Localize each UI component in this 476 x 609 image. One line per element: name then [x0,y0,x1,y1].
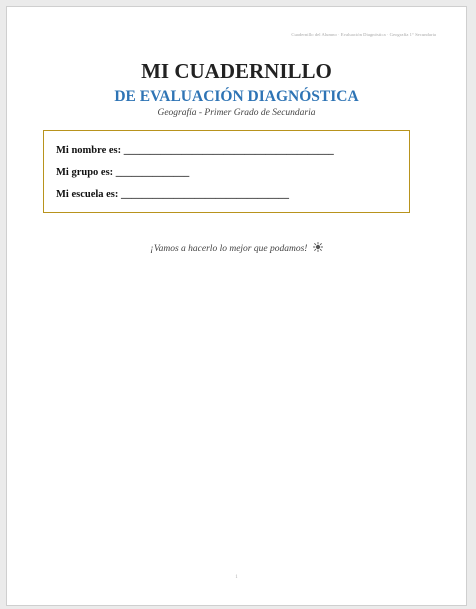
field-name [56,144,334,157]
field-group-blank[interactable]: ______________ [115,167,190,178]
field-school-label: Mi escuela es: [56,189,119,200]
field-group-label: Mi grupo es: [56,167,114,178]
student-info-box [43,130,410,213]
field-group [56,166,189,179]
field-school [56,188,289,201]
page-subtitle: DE EVALUACIÓN DIAGNÓSTICA [114,88,359,105]
field-name-label: Mi nombre es: [56,145,122,156]
page-title: MI CUADERNILLO [141,59,332,83]
field-name-blank[interactable]: ________________________________________ [123,145,334,156]
course-label: Geografía - Primer Grado de Secundaria [157,108,316,118]
page-number: 1 [235,575,238,580]
motto-line [7,242,466,255]
sun-icon [313,242,323,252]
motto-text: ¡Vamos a hacerlo lo mejor que podamos! [150,244,308,254]
running-header: Cuadernillo del Alumno · Evaluación Diagnóstica · Geografía 1° Secundaria [291,32,436,37]
document-page [6,6,467,606]
field-school-blank[interactable]: ________________________________ [121,189,290,200]
